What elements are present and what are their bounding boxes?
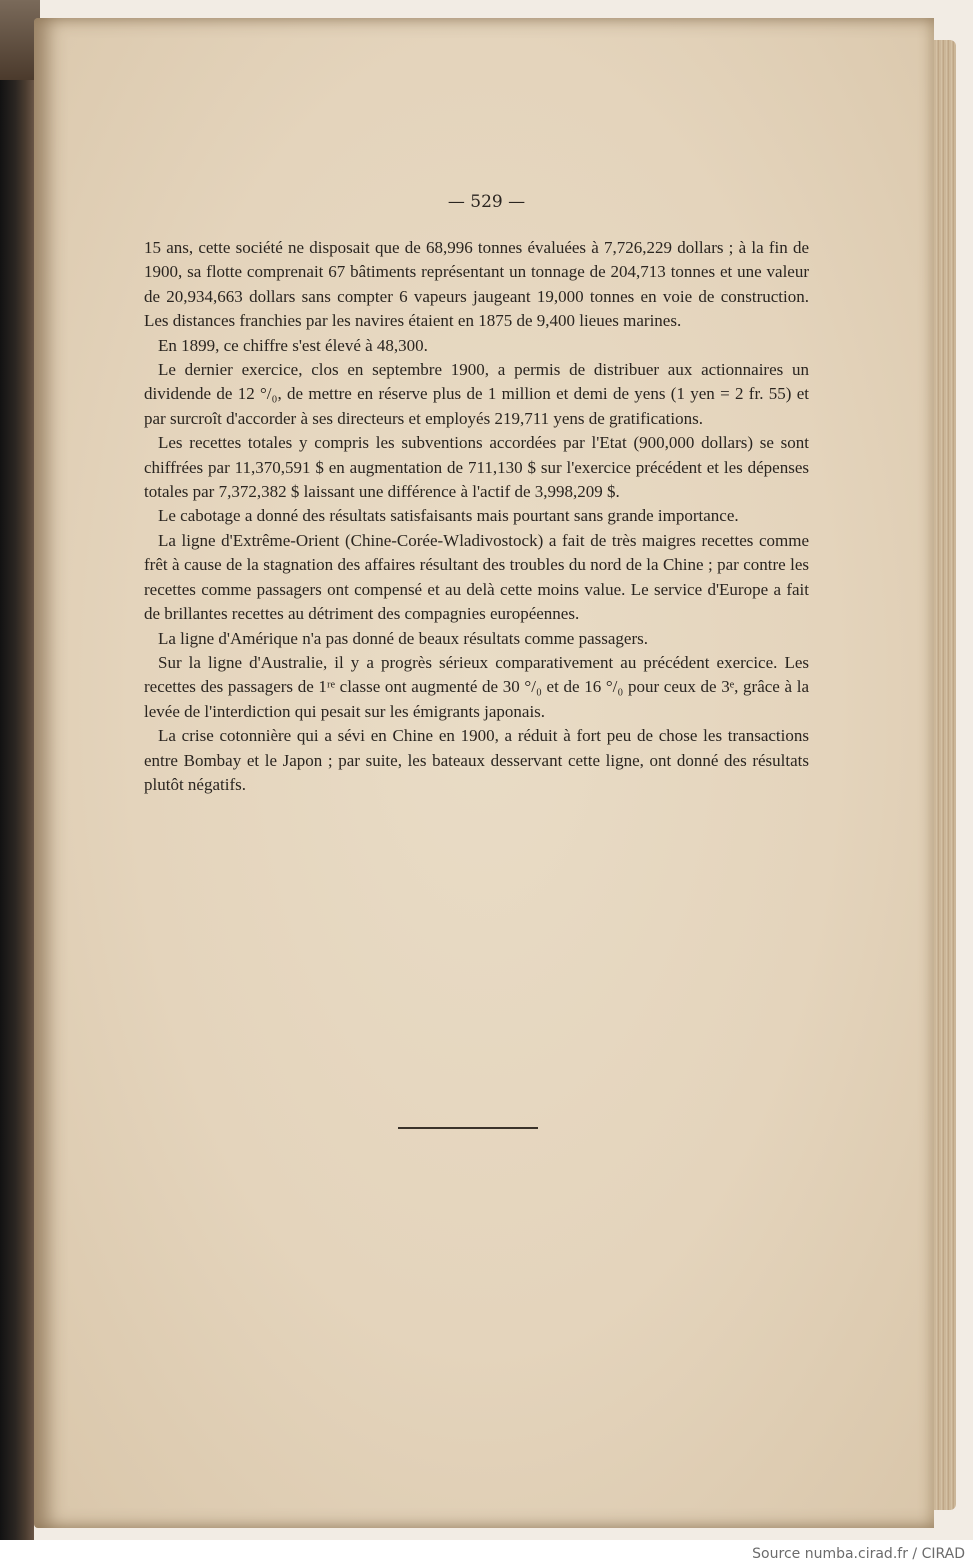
paragraph: La ligne d'Amérique n'a pas donné de beaux résultats comme passagers. xyxy=(158,628,648,648)
paragraph: La crise cotonnière qui a sévi en Chine en 1900, a réduit à fort peu de chose les transactions entre Bombay et le Japon ; par suite, les bateaux desservant cette ligne, ont donné des résultats plutôt négatifs. xyxy=(144,726,809,794)
source-caption: Source numba.cirad.fr / CIRAD xyxy=(752,1546,965,1562)
book-binding xyxy=(0,0,34,1540)
paragraph: Le cabotage a donné des résultats satisfaisants mais pourtant sans grande importance. xyxy=(158,506,739,526)
paragraph: 15 ans, cette société ne disposait que de 68,996 tonnes évaluées à 7,726,229 dollars ; à la fin de 1900, sa flotte comprenait 67 bâtiments représentant un tonnage de 204,713 tonnes et une valeur de 20,934,663 dollars sans compter 6 vapeurs jaugeant 19,000 tonnes en voie de construction. Les distances franchies par les navires étaient en 1875 de 9,400 lieues marines. xyxy=(144,238,809,331)
paragraph: La ligne d'Extrême-Orient (Chine-Corée-Wladivostock) a fait de très maigres recettes comme frêt à cause de la stagnation des affaires résultant des troubles du nord de la Chine ; par contre les recettes comme passagers ont compensé et au delà cette moins value. Le service d'Europe a fait de brillantes recettes au détriment des compagnies européennes. xyxy=(144,530,809,624)
paragraph: Le dernier exercice, clos en septembre 1900, a permis de distribuer aux actionnaires un dividende de 12 °/₀, de mettre en réserve plus de 1 million et demi de yens (1 yen = 2 fr. 55) et par surcroît d'accorder à ses directeurs et employés 219,711 yens de gratifications. xyxy=(144,360,809,428)
body-text xyxy=(144,236,809,797)
paragraph: Les recettes totales y compris les subventions accordées par l'Etat (900,000 dollars) se sont chiffrées par 11,370,591 $ en augmentation de 711,130 $ sur l'exercice précédent et les dépenses totales par 7,372,382 $ laissant une différence à l'actif de 3,998,209 $. xyxy=(144,433,809,502)
paragraph: En 1899, ce chiffre s'est élevé à 48,300. xyxy=(158,335,428,355)
paragraph: Sur la ligne d'Australie, il y a progrès sérieux comparativement au précédent exercice. Les recettes des passagers de 1ʳᵉ classe ont augmenté de 30 °/₀ et de 16 °/₀ pour ceux de 3ᵉ, grâce à la levée de l'interdiction qui pesait sur les émigrants japonais. xyxy=(144,652,809,721)
page-number: — 529 — xyxy=(447,192,526,212)
end-rule xyxy=(398,1127,538,1129)
